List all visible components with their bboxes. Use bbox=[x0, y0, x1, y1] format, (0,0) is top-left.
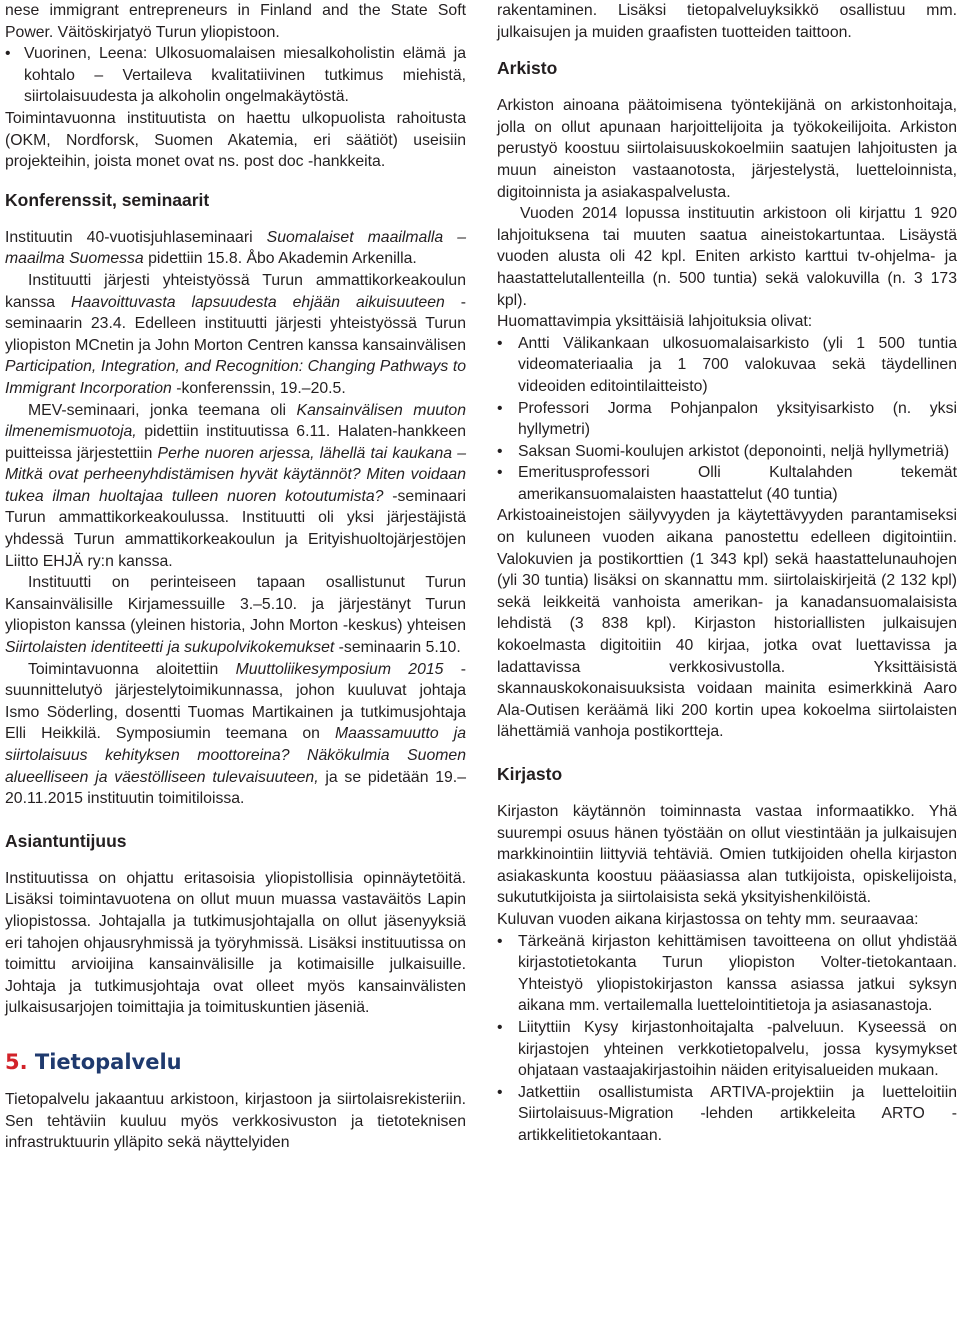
text: -seminaarin 23.4. Edelleen instituutti järjesti yhteistyössä Turun yliopiston MCnetin ja John Morton Centren kanssa kansainvälisen bbox=[5, 293, 466, 354]
seminar-title: Haavoittuvasta lapsuudesta ehjään aikuisuuteen bbox=[71, 293, 445, 311]
list-item: • Vuorinen, Leena: Ulkosuomalaisen miesalkoholistin elämä ja kohtalo – Vertaileva kvalitatiivinen tutkimus miehistä, siirtolaisuudesta ja alkoholin ongelmakäytöstä. bbox=[5, 43, 466, 108]
text: -seminaari Turun ammattikorkeakoulussa. Instituutti oli yksi järjestäjistä yhdessä Turun ammattikorkeakoulun ja Erityishuoltojärjestöjen Liitto EHJÄ ry:n kanssa. bbox=[5, 487, 466, 570]
funding-paragraph: Toimintavuonna instituutista on haettu ulkopuolista rahoitusta (OKM, Nordforsk, Suomen Akatemia, eri säätiöt) useisiin projekteihin, joista monet ovat ns. post doc -hankkeita. bbox=[5, 109, 466, 171]
kirjasto-paragraph-1: Kirjaston käytännön toiminnasta vastaa informaatikko. Yhä suurempi osuus hänen työstään on ollut viestintään ja julkaisujen markkinointiin liittyviä tehtäviä. Omien tutkijoiden ohella kirjaston asiakaskunta koostuu pääasiassa alan tutkijoista, opiskelijoista, sukututkijoista ja siirtolaisista sekä yksityishenkilöistä. bbox=[497, 803, 957, 907]
heading-asiantuntijuus: Asiantuntijuus bbox=[5, 830, 127, 851]
tietopalvelu-paragraph: Tietopalvelu jakaantuu arkistoon, kirjastoon ja siirtolaisrekisteriin. Sen tehtäviin kuuluu myös verkkosivuston ja tietoteknisen infrastruktuurin ylläpito sekä näyttelyiden bbox=[5, 1090, 466, 1152]
text: Instituutin 40-vuotisjuhlaseminaari bbox=[5, 228, 267, 246]
text: ja se pidetään 19.–20.11.2015 instituutin toimitiloissa. bbox=[5, 768, 466, 808]
asiantuntijuus-paragraph: Instituutissa on ohjattu eritasoisia yliopistollisia opinnäytetöitä. Lisäksi toimintavuotena on ollut muun muassa vastaväitös Lapin yliopistossa. Johtajalla ja tutkimusjohtajalla on ollut jäsenyyksiä eri tahojen ohjausryhmissä ja työryhmissä. Lisäksi instituutissa on toimittu arvioijina kansainvälisille ja kotimaisille julkaisuille. Johtaja ja tutkimusjohtaja ovat olleet myös kansainvälisten julkaisusarjojen toimittajia ja toimituskuntien jäseniä. bbox=[5, 869, 466, 1017]
right-column bbox=[497, 0, 957, 1147]
text: MEV-seminaari, jonka teemana oli bbox=[28, 401, 297, 419]
arkisto-paragraph-2: Vuoden 2014 lopussa instituutin arkistoon oli kirjattu 1 920 lahjoituksena tai muuten saatua aineistokartuntaa. Lisäystä vuoden alusta oli 42 kpl. Eniten arkisto karttui tv-ohjelma- ja haastattelutallenteilla (n. 500 tuntia) sekä valokuvilla (n. 3 173 kpl). bbox=[497, 205, 957, 309]
list-item: • Saksan Suomi-koulujen arkistot (deponointi, neljä hyllymetriä) bbox=[497, 441, 957, 463]
seminar-title: Siirtolaisten identiteetti ja sukupolvikokemukset bbox=[5, 639, 335, 657]
section-heading bbox=[5, 1049, 466, 1075]
heading-arkisto: Arkisto bbox=[497, 58, 558, 79]
heading-konferenssit: Konferenssit, seminaarit bbox=[5, 189, 210, 210]
library-actions-list bbox=[497, 931, 957, 1147]
text: Instituutti järjesti yhteistyössä Turun ammattikorkeakoulun kanssa bbox=[5, 271, 466, 311]
text: Toimintavuonna aloitettiin bbox=[28, 660, 236, 678]
paragraph-ammattikorkeakoulu bbox=[5, 270, 466, 400]
list-item: • Emeritusprofessori Olli Kultalahden tekemät amerikansuomalaisten haastattelut (40 tuntia) bbox=[497, 462, 957, 505]
text: Instituutti on perinteiseen tapaan osallistunut Turun Kansainvälisille Kirjamessuille 3.–5.10. ja järjestänyt Turun yliopiston kanssa (yleinen historia, John Morton -keskus) yhteisen bbox=[5, 574, 466, 635]
intro-line: nese immigrant entrepreneurs in Finland and the State Soft Power. Väitöskirjatyö Turun yliopistoon. bbox=[5, 2, 466, 41]
arkisto-paragraph-3: Huomattavimpia yksittäisiä lahjoituksia olivat: bbox=[497, 313, 813, 331]
heading-kirjasto: Kirjasto bbox=[497, 764, 563, 784]
list-item: • Antti Välikankaan ulkosuomalaisarkisto (yli 1 500 tuntia videomateriaalia ja 1 700 valokuvaa sekä täydellinen videoiden editointilaitteisto) bbox=[497, 333, 957, 398]
section-number: 5. bbox=[5, 1049, 28, 1074]
arkisto-paragraph-1: Arkiston ainoana päätoimisena työntekijänä on arkistonhoitaja, jolla on ollut apunaan harjoittelijoita ja työkokeilijoita. Arkiston perustyö koostuu siirtolaisuuskokoelmiin saatujen lahjoitusten ja muun aineiston vastaanotosta, järjestelystä, luetteloinnista, digitoinnista ja asiakaspalvelusta. bbox=[497, 97, 957, 201]
paragraph-symposium bbox=[5, 659, 466, 810]
symposium-title: Muuttoliikesymposium 2015 bbox=[235, 660, 444, 678]
paragraph-40v bbox=[5, 227, 466, 270]
symposium-theme: Maassamuutto ja siirtolaisuus kehityksen moottoreina? Näkökulmia Suomen alueelliseen ja väestölliseen tulevaisuuteen, bbox=[5, 725, 466, 786]
conference-title: Participation, Integration, and Recognition: Changing Pathways to Immigrant Incorporation bbox=[5, 358, 466, 397]
text: pidettiin instituutissa 6.11. Halaten-hankkeen puitteissa järjestettiin bbox=[5, 423, 466, 462]
list-item: • Liityttiin Kysy kirjastonhoitajalta -palveluun. Kyseessä on kirjastojen yhteinen verkkotietopalvelu, jossa kysymykset ohjataan vastaajakirjastoihin näiden erityisalueiden mukaan. bbox=[497, 1017, 957, 1082]
text: pidettiin 15.8. Åbo Akademin Arkenilla. bbox=[143, 250, 417, 268]
donations-list bbox=[497, 333, 957, 506]
kirjasto-paragraph-2: Kuluvan vuoden aikana kirjastossa on tehty mm. seuraavaa: bbox=[497, 910, 919, 928]
list-item: • Jatkettiin osallistumista ARTIVA-projektiin ja luetteloitiin Siirtolaisuus-Migration -lehden artikkeleita ARTO -artikkelitietokantaan. bbox=[497, 1082, 957, 1147]
list-item: • Professori Jorma Pohjanpalon yksityisarkisto (n. yksi hyllymetri) bbox=[497, 398, 957, 441]
seminar-title: Perhe nuoren arjessa, lähellä tai kaukana – Mitkä ovat perheenyhdistämisen hyvät käytännöt? Miten voidaan tukea ilman huoltajaa tulleen nuoren kotoutumista? bbox=[5, 444, 466, 505]
arkisto-paragraph-4: Arkistoaineistojen säilyvyyden ja käytettävyyden parantamiseksi on kuluneen vuoden aikana panostettu edelleen digitointiin. Valokuvien ja postikorttien (1 343 kpl) sekä haastattelunauhojen (yli 30 tuntia) lisäksi on skannattu mm. siirtolaiskirjeitä (2 132 kpl) sekä leikkeitä vanhoista amerikan- ja kanadansuomalaisista lehdistä (3 838 kpl). Kirjaston historiallisten julkaisujen kokoelmasta digitoitiin 40 kirjaa, jotka ovat luettavissa ja ladattavissa verkkosivustolla. Yksittäisistä skannauskokonaisuuksista voidaan mainita esimerkkinä Aaro Ala-Outisen keräämä liki 200 kortin upea kokoelma siirtolaisten lähettämiä vanhoja postikortteja. bbox=[497, 507, 957, 741]
text: -seminaarin 5.10. bbox=[334, 639, 461, 657]
thesis-list bbox=[5, 43, 466, 108]
seminar-title: Suomalaiset maailmalla – maailma Suomessa bbox=[5, 228, 466, 268]
text: -suunnittelutyö järjestelytoimikunnassa, johon kuuluvat johtaja Ismo Söderling, dosentti Tuomas Martikainen ja tutkimusjohtaja Elli Heikkilä. Symposiumin teemana on bbox=[5, 660, 466, 743]
text: -konferenssin, 19.–20.5. bbox=[171, 379, 346, 397]
left-column bbox=[5, 0, 466, 1154]
section-title: Tietopalvelu bbox=[34, 1049, 182, 1074]
seminar-title: Kansainvälisen muuton ilmenemismuotoja, bbox=[5, 401, 466, 441]
paragraph-kirjamessut bbox=[5, 572, 466, 658]
continued-paragraph: rakentaminen. Lisäksi tietopalveluyksikkö osallistuu mm. julkaisujen ja muiden graafisten tuotteiden taittoon. bbox=[497, 2, 957, 41]
paragraph-mev bbox=[5, 400, 466, 573]
list-item: • Tärkeänä kirjaston kehittämisen tavoitteena on ollut yhdistää kirjastotietokanta Turun yliopiston Volter-tietokantaan. Yhteistyö yliopistokirjaston kanssa asiassa jatkui syksyn aikana mm. vertailemalla luettelointitietoja ja asiasanastoja. bbox=[497, 931, 957, 1017]
